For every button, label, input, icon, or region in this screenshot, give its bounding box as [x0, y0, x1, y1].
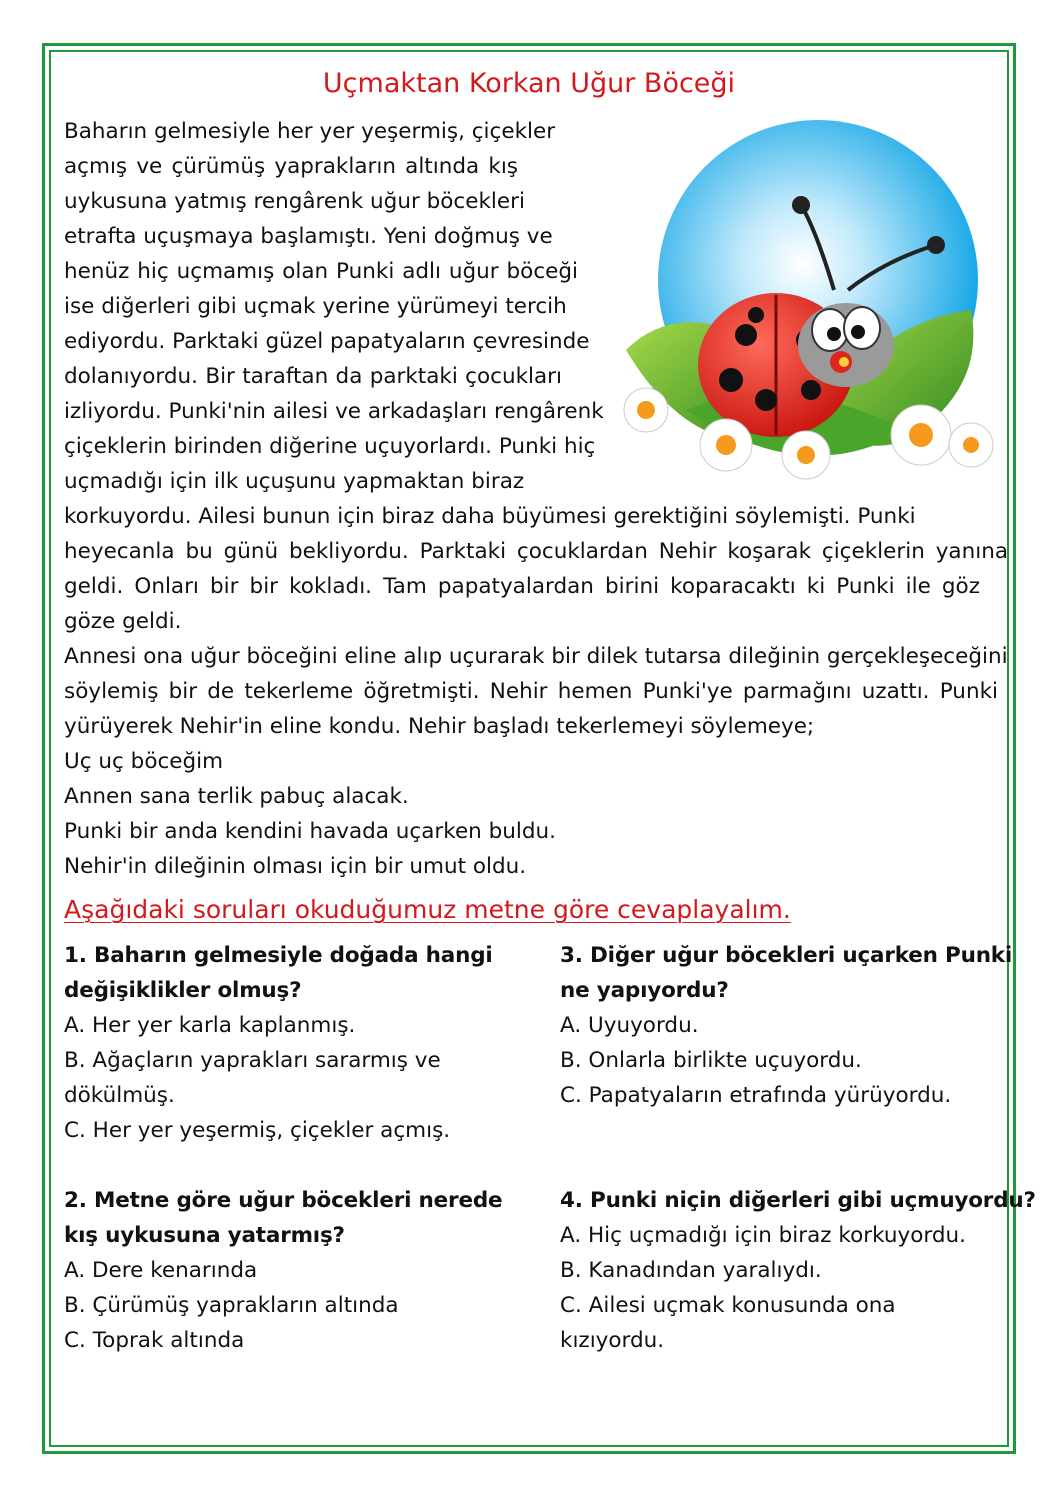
story-line: uçmadığı için ilk uçuşunu yapmaktan biraz	[64, 469, 525, 494]
answer-option-c[interactable]: C. Papatyaların etrafında yürüyordu.	[560, 1083, 952, 1108]
ladybug-illustration	[606, 110, 1006, 510]
story-line: Nehir'in dileğinin olması için bir umut oldu.	[64, 854, 527, 879]
story-line: korkuyordu. Ailesi bunun için biraz daha büyümesi gerektiğini söylemişti. Punki	[64, 504, 916, 529]
story-line: Baharın gelmesiyle her yer yeşermiş, çiçekler	[64, 119, 556, 144]
answer-option-c-cont: kızıyordu.	[560, 1328, 665, 1353]
question-text: 1. Baharın gelmesiyle doğada hangi	[64, 943, 493, 968]
answer-option-b[interactable]: B. Ağaçların yaprakları sararmış ve	[64, 1048, 441, 1073]
story-line: geldi. Onları bir bir kokladı. Tam papatyalardan birini koparacaktı ki Punki ile göz	[64, 574, 980, 599]
answer-option-a[interactable]: A. Her yer karla kaplanmış.	[64, 1013, 356, 1038]
answer-option-a[interactable]: A. Uyuyordu.	[560, 1013, 699, 1038]
story-line: Uç uç böceğim	[64, 749, 224, 774]
story-line: ediyordu. Parktaki güzel papatyaların çevresinde	[64, 329, 590, 354]
story-line: heyecanla bu günü bekliyordu. Parktaki çocuklardan Nehir koşarak çiçeklerin yanına	[64, 539, 1008, 564]
answer-option-b-cont: dökülmüş.	[64, 1083, 175, 1108]
answer-option-c[interactable]: C. Ailesi uçmak konusunda ona	[560, 1293, 896, 1318]
story-line: uykusuna yatmış rengârenk uğur böcekleri	[64, 189, 525, 214]
story-line: açmış ve çürümüş yaprakların altında kış	[64, 154, 518, 179]
story-line: yürüyerek Nehir'in eline kondu. Nehir başladı tekerlemeyi söylemeye;	[64, 714, 815, 739]
question-text: değişiklikler olmuş?	[64, 978, 302, 1003]
answer-option-a[interactable]: A. Hiç uçmadığı için biraz korkuyordu.	[560, 1223, 966, 1248]
story-line: dolanıyordu. Bir taraftan da parktaki çocukları	[64, 364, 562, 389]
answer-option-a[interactable]: A. Dere kenarında	[64, 1258, 258, 1283]
answer-option-c[interactable]: C. Toprak altında	[64, 1328, 245, 1353]
story-line: çiçeklerin birinden diğerine uçuyorlardı. Punki hiç	[64, 434, 596, 459]
story-line: Annen sana terlik pabuç alacak.	[64, 784, 409, 809]
questions-heading: Aşağıdaki soruları okuduğumuz metne göre cevaplayalım.	[64, 895, 791, 924]
story-line: henüz hiç uçmamış olan Punki adlı uğur böceği	[64, 259, 578, 284]
story-line: izliyordu. Punki'nin ailesi ve arkadaşları rengârenk	[64, 399, 604, 424]
question-text: 3. Diğer uğur böcekleri uçarken Punki	[560, 943, 1013, 968]
story-line: Annesi ona uğur böceğini eline alıp uçurarak bir dilek tutarsa dileğinin gerçekleşeceğini	[64, 644, 1008, 669]
question-text: 4. Punki niçin diğerleri gibi uçmuyordu?	[560, 1188, 1036, 1213]
story-line: Punki bir anda kendini havada uçarken buldu.	[64, 819, 556, 844]
story-line: ise diğerleri gibi uçmak yerine yürümeyi tercih	[64, 294, 567, 319]
story-line: göze geldi.	[64, 609, 182, 634]
answer-option-c[interactable]: C. Her yer yeşermiş, çiçekler açmış.	[64, 1118, 451, 1143]
question-text: 2. Metne göre uğur böcekleri nerede	[64, 1188, 503, 1213]
question-text: kış uykusuna yatarmış?	[64, 1223, 345, 1248]
answer-option-b[interactable]: B. Kanadından yaralıydı.	[560, 1258, 822, 1283]
answer-option-b[interactable]: B. Onlarla birlikte uçuyordu.	[560, 1048, 862, 1073]
answer-option-b[interactable]: B. Çürümüş yaprakların altında	[64, 1293, 399, 1318]
page-title: Uçmaktan Korkan Uğur Böceği	[322, 68, 736, 99]
story-line: söylemiş bir de tekerleme öğretmişti. Nehir hemen Punki'ye parmağını uzattı. Punki	[64, 679, 998, 704]
story-line: etrafta uçuşmaya başlamıştı. Yeni doğmuş ve	[64, 224, 553, 249]
question-text: ne yapıyordu?	[560, 978, 729, 1003]
